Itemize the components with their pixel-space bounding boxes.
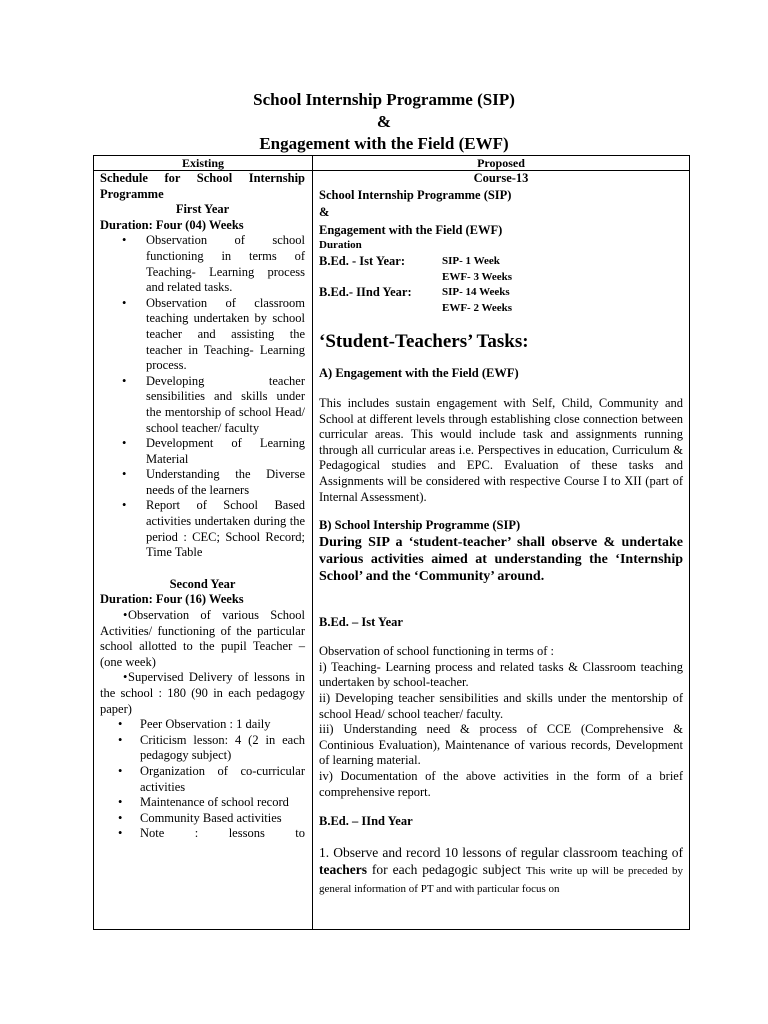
list-item: • Note : lessons to [100,826,305,842]
bed1-item-iv: iv) Documentation of the above activities in the form of a brief comprehensive report. [319,769,683,799]
year2-sip: SIP- 14 Weeks [442,286,510,299]
duration-year2-ewf-row [319,301,683,317]
bed1-item-iii: iii) Understanding need & process of CCE (Comprehensive & Continious Evaluation), Maintenance of various records, Development of learning material. [319,722,683,768]
tasks-heading: ‘Student-Teachers’ Tasks: [319,331,529,353]
list-item: • Supervised Delivery of lessons in the school : 180 (90 in each pedagogy paper) [100,670,305,716]
first-year-heading: First Year [175,202,230,217]
second-year-list-b [100,717,305,842]
year1-label: B.Ed. - Ist Year: [319,253,405,268]
duration-label: Duration [319,239,362,252]
first-year-list [100,233,305,560]
doc-title-ampersand: & [376,112,392,131]
proposed-column [319,171,683,897]
duration-year2-row [319,285,683,301]
column-divider [312,156,313,929]
list-item: • Observation of school functioning in terms of Teaching- Learning process and related tasks. [100,233,305,295]
year2-ewf: EWF- 2 Weeks [442,301,513,314]
duration-second-year: Duration: Four (16) Weeks [100,592,244,607]
ampersand: & [319,205,330,220]
duration-year1-row [319,254,683,270]
sip-heading: School Internship Programme (SIP) [319,187,512,202]
year1-ewf: EWF- 3 Weeks [442,270,513,283]
bed1-item-i: i) Teaching- Learning process and related tasks & Classroom teaching undertaken by school-teacher. [319,659,683,690]
bed2-text-bold: teachers [319,861,367,877]
list-item: • Observation of classroom teaching undertaken by school teacher and assisting the teacher in Teaching- Learning process. [100,296,305,374]
bed2-heading: B.Ed. – IInd Year [319,814,413,829]
list-item: • Organization of co-curricular activities [100,764,305,795]
section-a-text: This includes sustain engagement with Self, Child, Community and School at different levels through establishing close connection between curricular areas. This would include task and assignments running through all curricular areas i.e. Perspectives in education, Curriculum & Pedagogical studies and EPC. Evaluation of these tasks and Assignments will be considered with respective Course I to XII (part of Internal Assessment). [319,395,683,504]
comparison-table [93,155,690,930]
list-item: • Understanding the Diverse needs of the learners [100,467,305,498]
list-item: • Observation of various School Activities/ functioning of the particular school allotted to the pupil Teacher – (one week) [100,608,305,669]
ewf-heading: Engagement with the Field (EWF) [319,222,503,237]
bed1-heading: B.Ed. – Ist Year [319,614,403,629]
section-b-heading: B) School Intership Programme (SIP) [319,518,521,533]
bed1-item-ii: ii) Developing teacher sensibilities and skills under the mentorship of school Head/ school teacher/ faculty. [319,691,683,721]
section-a-heading: A) Engagement with the Field (EWF) [319,366,519,381]
course-heading: Course-13 [473,171,529,185]
header-existing: Existing [181,156,224,170]
bed2-text-1: 1. Observe and record 10 lessons of regular classroom teaching of [319,844,683,860]
list-item: • Peer Observation : 1 daily [100,717,305,733]
list-item: • Development of Learning Material [100,436,305,467]
doc-title-line2: Engagement with the Field (EWF) [259,134,509,153]
duration-first-year: Duration: Four (04) Weeks [100,217,244,232]
list-item: • Community Based activities [100,811,305,827]
bed2-text-small: This write up will be preceded by general information of PT and with particular focus on [319,864,684,895]
year2-label: B.Ed.- IInd Year: [319,285,412,300]
duration-year1-ewf-row [319,270,683,286]
header-proposed: Proposed [477,156,525,170]
list-item: • Report of School Based activities undertaken during the period : CEC; School Record; Time Table [100,498,305,560]
schedule-heading: Schedule for School Internship Programme [100,171,305,201]
existing-column [100,171,305,842]
bed1-intro: Observation of school functioning in terms of : [319,644,555,659]
doc-title-line1: School Internship Programme (SIP) [253,90,515,109]
bed2-text-2: for each pedagogic subject [371,861,521,877]
second-year-list-a [100,608,305,717]
bed2-paragraph [319,844,683,897]
list-item: • Maintenance of school record [100,795,305,811]
year1-sip: SIP- 1 Week [442,254,500,267]
section-b-text: During SIP a ‘student-teacher’ shall observe & undertake various activities aimed at understanding the ‘Internship School’ and the ‘Community’ around. [319,534,683,584]
second-year-heading: Second Year [169,576,236,591]
list-item: • Criticism lesson: 4 (2 in each pedagogy subject) [100,733,305,764]
list-item: • Developing teacher sensibilities and skills under the mentorship of school Head/ school teacher/ faculty [100,374,305,436]
